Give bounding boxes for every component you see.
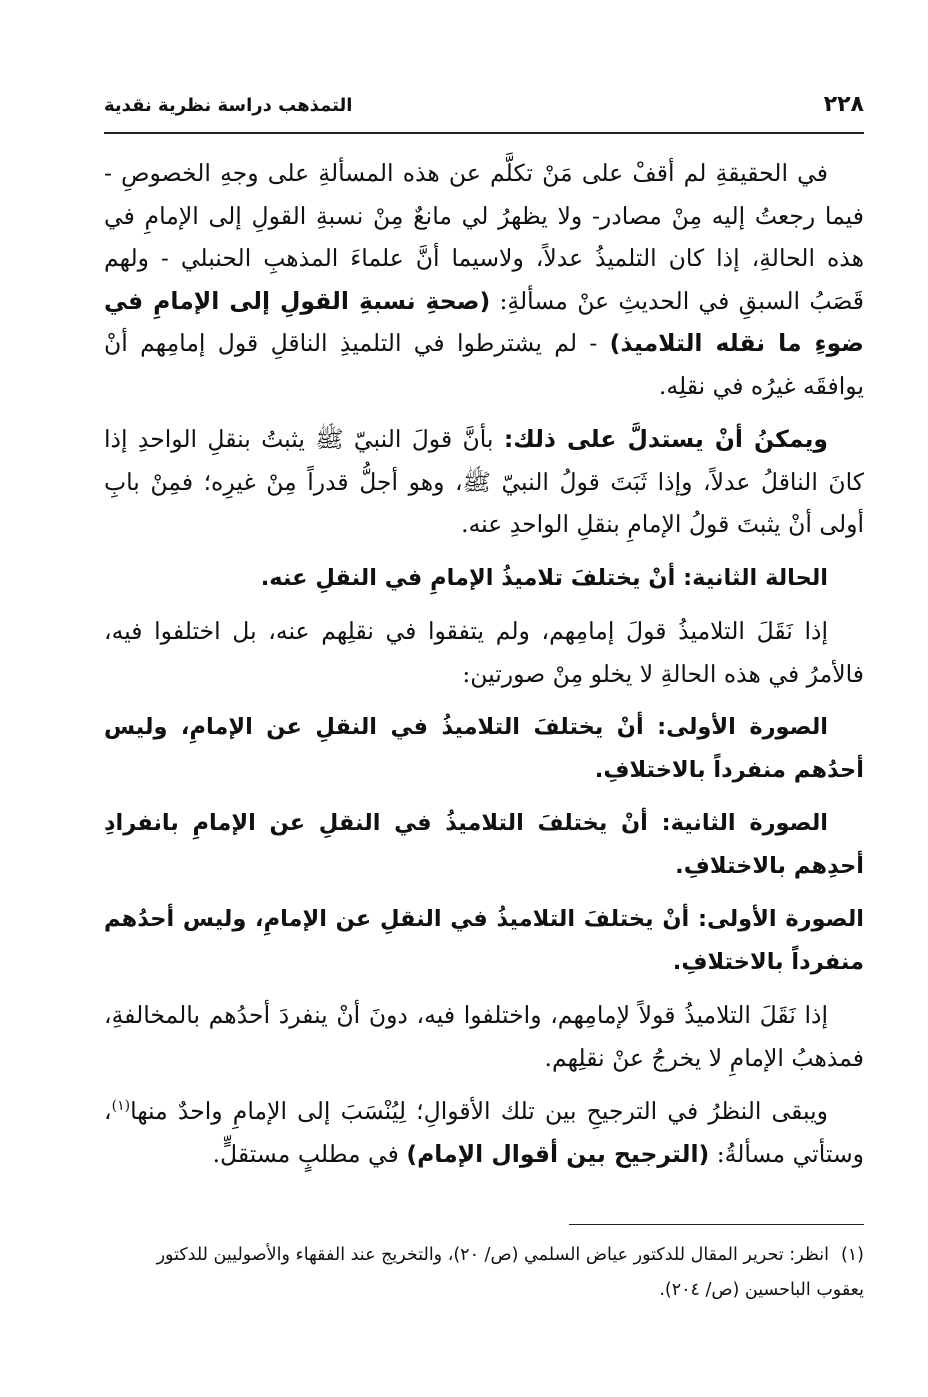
footnote-reference[interactable]: (١) <box>111 1098 131 1115</box>
footnotes <box>104 1238 864 1308</box>
footnote-divider <box>569 1224 864 1225</box>
paragraph-9-text-mid: ، وستأتي مسألةُ: <box>104 1097 864 1168</box>
form-one-heading: الصورة الأولى: أنْ يختلفَ التلاميذُ في النقلِ عن الإمامِ، وليس أحدُهم منفرداً بالاختلافِ. <box>104 906 864 975</box>
form-two-summary: الصورة الثانية: أنْ يختلفَ التلاميذُ في النقلِ عن الإمامِ بانفرادِ أحدِهم بالاختلافِ. <box>104 810 864 879</box>
paragraph-2-lead: ويمكنُ أنْ يستدلَّ على ذلك: <box>503 425 828 453</box>
book-page <box>104 92 864 1352</box>
paragraph-1-bold-phrase: (صحةِ نسبةِ القولِ إلى الإمامِ في ضوءِ ما نقله التلاميذ) <box>104 286 865 357</box>
main-text <box>104 152 864 1175</box>
paragraph-1-text: في الحقيقةِ لم أقفْ على مَنْ تكلَّم عن هذه المسألةِ على وجهِ الخصوصِ - فيما رجعتُ إليه مِنْ مصادر- ولا يظهرُ لي مانعٌ مِنْ نسبةِ القولِ إلى الإمامِ في هذه الحالةِ، إذا كان التلميذُ عدلاً، ولاسيما أنَّ علماءَ المذهبِ الحنبلي - ولهم قَصَبُ السبقِ في الحديثِ عنْ مسألةِ: <box>104 159 865 315</box>
paragraph-9-text-end: في مطلبٍ مستقلٍّ. <box>212 1139 407 1168</box>
footnote-text: انظر: تحرير المقال للدكتور عياض السلمي (ص/ ٢٠)، والتخريج عند الفقهاء والأصوليين للدكتور يعقوب الباحسين (ص/ ٢٠٤). <box>156 1245 864 1300</box>
paragraph-9-text: ويبقى النظرُ في الترجيحِ بين تلك الأقوالِ؛ لِيُنْسَبَ إلى الإمامِ واحدٌ منها <box>130 1097 828 1125</box>
running-header <box>104 92 864 134</box>
footnote-mark: (١) <box>840 1245 864 1265</box>
book-title: التمذهب دراسة نظرية نقدية <box>104 95 353 116</box>
form-one-summary: الصورة الأولى: أنْ يختلفَ التلاميذُ في النقلِ عن الإمامِ، وليس أحدُهم منفرداً بالاختلافِ. <box>104 714 864 783</box>
paragraph-1-text-end: - لم يشترطوا في التلميذِ الناقلِ قول إمامِهم أنْ يوافقَه غيرُه في نقلِه. <box>104 329 864 400</box>
page-number: ٢٢٨ <box>823 92 864 117</box>
footnote-item <box>104 1238 864 1308</box>
paragraph-2-text: بأنَّ قولَ النبيّ ﷺ يثبتُ بنقلِ الواحدِ إذا كانَ الناقلُ عدلاً، وإذا ثَبَتَ قولُ النبيّ ﷺ، وهو أجلُّ قدراً مِنْ غيرِه؛ فمِنْ بابِ أولى أنْ يثبتَ قولُ الإمامِ بنقلِ الواحدِ عنه. <box>104 425 864 538</box>
paragraph-2 <box>104 418 864 546</box>
paragraph-1 <box>104 152 864 407</box>
case-two-heading: الحالة الثانية: أنْ يختلفَ تلاميذُ الإمامِ في النقلِ عنه. <box>260 564 828 591</box>
paragraph-9 <box>104 1090 864 1175</box>
paragraph-8: إذا نَقَلَ التلاميذُ قولاً لإمامِهم، واختلفوا فيه، دونَ أنْ ينفردَ أحدُهم بالمخالفةِ، فمذهبُ الإمامِ لا يخرجُ عنْ نقلِهم. <box>104 1001 864 1072</box>
paragraph-9-bold-phrase: (الترجيح بين أقوال الإمام) <box>406 1139 710 1168</box>
paragraph-4: إذا نَقَلَ التلاميذُ قولَ إمامِهم، ولم يتفقوا في نقلِهم عنه، بل اختلفوا فيه، فالأمرُ في هذه الحالةِ لا يخلو مِنْ صورتين: <box>104 617 864 688</box>
